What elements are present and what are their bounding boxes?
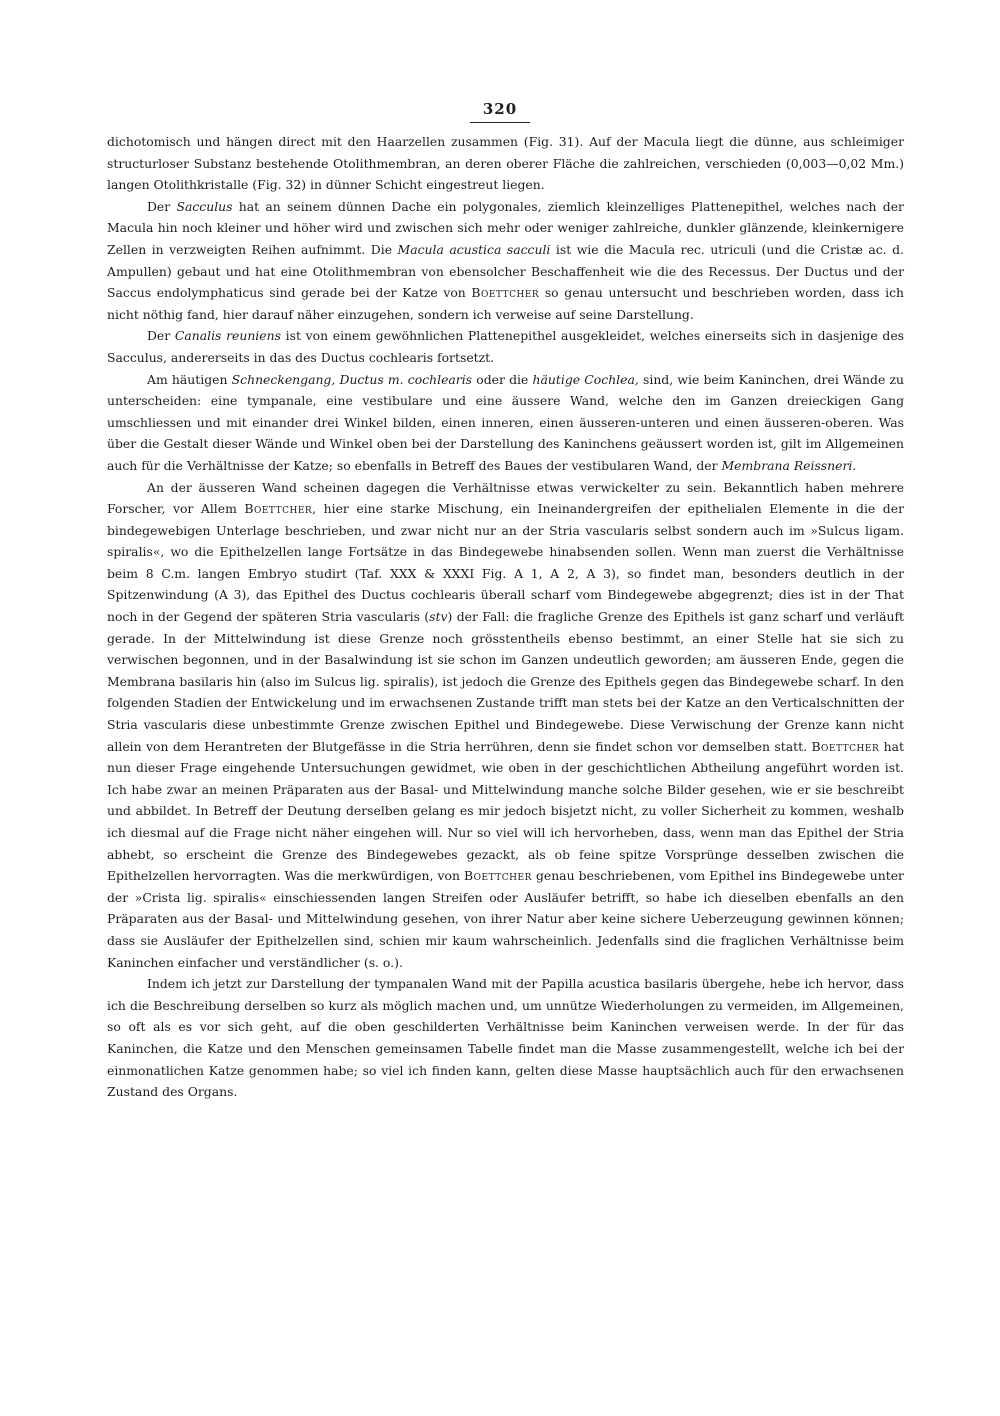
italic-term: Macula acustica sacculi	[397, 241, 551, 257]
text-run: hat an seinem dünnen Dache ein polygonales, ziemlich kleinzelliges Plattenepithel, welches nach der Macula hin noch kleiner und höher wird und zwischen sich mehr oder weniger zahlreiche, dunkler glänzende, kleinkernigere Zellen in verzweigten Reihen aufnimmt. Die	[107, 198, 904, 257]
italic-term: Sacculus	[176, 198, 233, 214]
text-run: Der	[147, 198, 177, 214]
text-run: Am häutigen	[147, 371, 232, 387]
text-run: ist wie die Macula rec. utriculi (und die Cristæ ac. d. Ampullen) gebaut und hat eine Otolithmembran von ebensolcher Beschaffenheit wie die des Recessus. Der Ductus und der Saccus endolymphaticus sind gerade bei der Katze von	[107, 241, 904, 301]
text-run: hat nun dieser Frage eingehende Untersuchungen gewidmet, wie oben in der geschichtlichen Abtheilung angeführt worden ist. Ich habe zwar an meinen Präparaten aus der Basal- und Mittelwindung manche solche Bilder gesehen, wie er sie beschreibt und abbildet. In Betreff der Deutung derselben gelang es mir jedoch bisjetzt nicht, zu voller Sicherheit zu kommen, weshalb ich diesmal auf die Frage nicht näher eingehen will. Nur so viel will ich hervorheben, dass, wenn man das Epithel der Stria abhebt, so erscheint die Grenze des Bindegewebes gezackt, als ob feine spitze Vorsprünge desselben zwischen die Epithelzellen hervorragten. Was die merkwürdigen, von	[107, 738, 904, 884]
italic-term: Schneckengang, Ductus m. cochlearis	[231, 371, 473, 387]
text-run: ist von einem gewöhnlichen Plattenepithel ausgekleidet, welches einerseits sich in dasjenige des Sacculus, andererseits in das des Ductus cochlearis fortsetzt.	[107, 328, 905, 365]
italic-term: Membrana Reissneri.	[721, 457, 857, 473]
paragraph-6: Indem ich jetzt zur Darstellung der tympanalen Wand mit der Papilla acustica basilaris übergehe, hebe ich hervor, dass ich die Beschreibung derselben so kurz als möglich machen und, um unnütze Wiederholungen zu vermeiden, im Allgemeinen, so oft als es vor sich geht, auf die oben geschilderten Verhältnisse beim Kaninchen verweisen werde. In der für das Kaninchen, die Katze und den Menschen gemeinsamen Tabelle findet man die Masse zusammengestellt, welche ich bei der einmonatlichen Katze genommen habe; so viel ich finden kann, gelten diese Masse hauptsächlich auch für den erwachsenen Zustand des Organs.	[107, 976, 904, 1100]
author-name: Boettcher	[811, 738, 880, 754]
page-number: 320	[482, 100, 518, 118]
paragraph-4	[107, 369, 904, 477]
paragraph-1: dichotomisch und hängen direct mit den Haarzellen zusammen (Fig. 31). Auf der Macula liegt die dünne, aus schleimiger structurloser Substanz bestehende Otolithmembran, an deren oberer Fläche die zahlreichen, verschieden (0,003—0,02 Mm.) langen Otolithkristalle (Fig. 32) in dünner Schicht eingestreut liegen.	[107, 134, 904, 193]
paragraph-5	[107, 477, 904, 974]
text-run: , hier eine starke Mischung, ein Ineinandergreifen der epithelialen Elemente in die der bindegewebigen Unterlage beschrieben, und zwar nicht nur an der Stria vascularis selbst sondern auch im »Sulcus ligam. spiralis«, wo die Epithelzellen lange Fortsätze in das Bindegewebe hinabsenden sollen. Wenn man zuerst die Verhältnisse beim 8 C.m. langen Embryo studirt (Taf. XXX & XXXI Fig. A 1, A 2, A 3), so findet man, besonders deutlich in der Spitzenwindung (A 3), das Epithel des Ductus cochlearis überall scharf vom Bindegewebe abgegrenzt; dies ist in der That noch in der Gegend der späteren Stria vascularis (	[107, 501, 904, 625]
page-number-rule	[470, 122, 530, 123]
text-run: genau beschriebenen, vom Epithel ins Bindegewebe unter der »Crista lig. spiralis« einschiessenden langen Streifen oder Ausläufer betrifft, so habe ich dieselben ebenfalls an den Präparaten aus der Basal- und Mittelwindung gesehen, von ihrer Natur aber keine sichere Ueberzeugung gewinnen können; dass sie Ausläufer der Epithelzellen sind, schien mir kaum wahrscheinlich. Jedenfalls sind die fraglichen Verhältnisse beim Kaninchen einfacher und verständlicher (s. o.).	[107, 868, 904, 970]
italic-term: stv	[429, 609, 448, 625]
paragraph-2	[107, 196, 904, 326]
author-name: Boettcher	[464, 868, 532, 884]
author-name: Boettcher	[471, 285, 540, 301]
text-run: so genau untersucht und beschrieben worden, dass ich nicht nöthig fand, hier darauf näher einzugehen, sondern ich verweise auf seine Darstellung.	[107, 285, 904, 322]
body-text	[107, 131, 904, 1103]
text-run: Der	[147, 328, 175, 344]
text-run: oder die	[472, 371, 533, 387]
text-run: An der äusseren Wand scheinen dagegen die Verhältnisse etwas verwickelter zu sein. Bekanntlich haben mehrere Forscher, vor Allem	[107, 479, 904, 517]
text-run: sind, wie beim Kaninchen, drei Wände zu unterscheiden: eine tympanale, eine vestibulare und eine äussere Wand, welche den im Ganzen dreieckigen Gang umschliessen und mit einander drei Winkel bilden, einen inneren, einen äusseren-unteren und einen äusseren-oberen. Was über die Gestalt dieser Wände und Winkel oben bei der Darstellung des Kaninchens geäussert worden ist, gilt im Allgemeinen auch für die Verhältnisse der Katze; so ebenfalls in Betreff des Baues der vestibularen Wand, der	[107, 371, 904, 473]
italic-term: Canalis reuniens	[174, 328, 281, 344]
paragraph-3	[107, 325, 904, 368]
italic-term: häutige Cochlea,	[532, 371, 639, 387]
author-name: Boettcher	[244, 501, 313, 517]
text-run: ) der Fall: die fragliche Grenze des Epithels ist ganz scharf und verläuft gerade. In der Mittelwindung ist diese Grenze noch grösstentheils ebenso bestimmt, an einer Stelle hat sie sich zu verwischen begonnen, und in der Basalwindung ist sie schon im Ganzen undeutlich geworden; am äusseren Ende, gegen die Membrana basilaris hin (also im Sulcus lig. spiralis), ist jedoch die Grenze des Epithels gegen das Bindegewebe scharf. In den folgenden Stadien der Entwickelung und im erwachsenen Zustande trifft man stets bei der Katze an den Verticalschnitten der Stria vascularis diese unbestimmte Grenze zwischen Epithel und Bindegewebe. Diese Verwischung der Grenze kann nicht allein von dem Herantreten der Blutgefässe in die Stria herrühren, denn sie findet schon vor demselben statt.	[107, 609, 905, 754]
